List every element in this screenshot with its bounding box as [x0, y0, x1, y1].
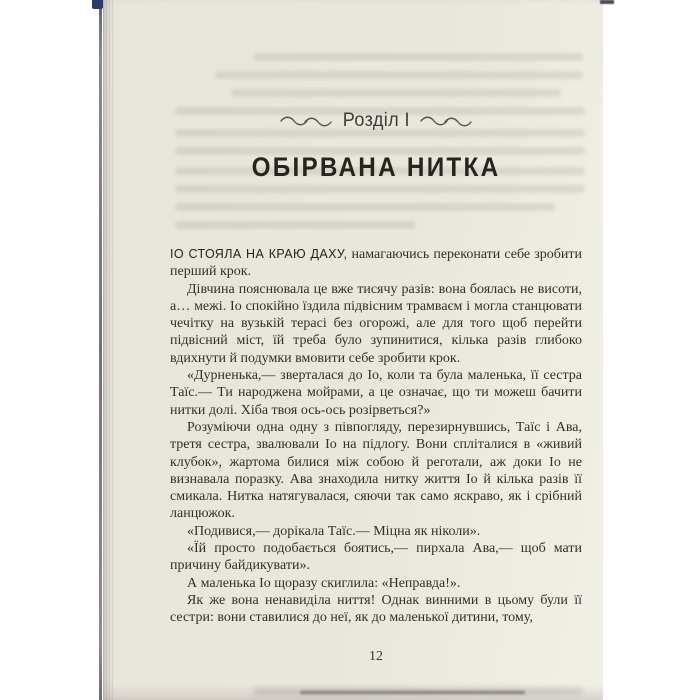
chapter-title: ОБІРВАНА НИТКА	[251, 152, 501, 182]
paragraph	[170, 246, 582, 281]
bleed-through-line	[215, 71, 583, 79]
bleed-through-line	[175, 203, 555, 211]
bleed-through-line	[175, 185, 585, 193]
page-bottom-edge-line	[300, 691, 525, 694]
paragraph: Як же вона ненавиділа ниття! Однак винними в цьому були її сестри: вони ставилися до неї, як до маленької дитини, тому,	[170, 592, 582, 626]
paragraph: Розуміючи одна одну з півпогляду, перезирнувшись, Таїс і Ава, третя сестра, звалювали Іо на підлогу. Вони спліталися в «живий клубок», жартома билися між собою й реготали, аж доки Іо не визнавала поразку. Ава знаходила нитку життя Іо й кілька разів її смикала. Нитка натягувалася, сяючи так само яскраво, як і срібний ланцюжок.	[170, 419, 582, 522]
bleed-through-line	[175, 221, 415, 229]
paragraph: А маленька Іо щоразу скиглила: «Неправда!».	[187, 575, 461, 591]
page-edge	[99, 0, 102, 700]
chapter-heading	[170, 110, 582, 132]
bleed-through-line	[253, 53, 583, 61]
paragraph-lead-smallcaps: ІО СТОЯЛА НА КРАЮ ДАХУ,	[170, 247, 348, 261]
page-edge-texture	[103, 0, 113, 700]
bleed-through-line	[231, 89, 561, 97]
paragraph: «Їй просто подобається боятись,— пирхала Ава,— щоб мати причину байдикувати».	[170, 541, 582, 574]
body-text	[170, 246, 582, 627]
page-number: 12	[369, 649, 383, 664]
paragraph: «Подивися,— дорікала Таїс.— Міцна як ніколи».	[187, 523, 481, 539]
top-right-edge-mark	[600, 0, 614, 4]
squiggle-right-icon	[420, 114, 472, 128]
book-page	[103, 0, 603, 700]
paragraph: Дівчина пояснювала це вже тисячу разів: вона боялась не висоти, а… межі. Іо спокійно їздила підвісним трамваєм і могла станцювати чечітку на вузькій терасі без огорожі, але для того щоб перейти підвісний міст, їй треба було зупинитися, кілька разів глибоко вдихнути й подумки вмовити себе зробити крок.	[170, 281, 582, 366]
squiggle-left-icon	[280, 114, 332, 128]
chapter-label: Розділ I	[342, 110, 410, 131]
paragraph-text: намагаючись переконати себе зробити перший крок.	[170, 247, 583, 280]
cover-corner-mark	[92, 0, 103, 9]
paragraph: «Дурненька,— зверталася до Іо, коли та була маленька, її сестра Таїс.— Ти народжена мойрами, а це означає, що ти можеш бачити нитки долі. Хіба твоя ось-ось розірветься?»	[170, 368, 582, 418]
